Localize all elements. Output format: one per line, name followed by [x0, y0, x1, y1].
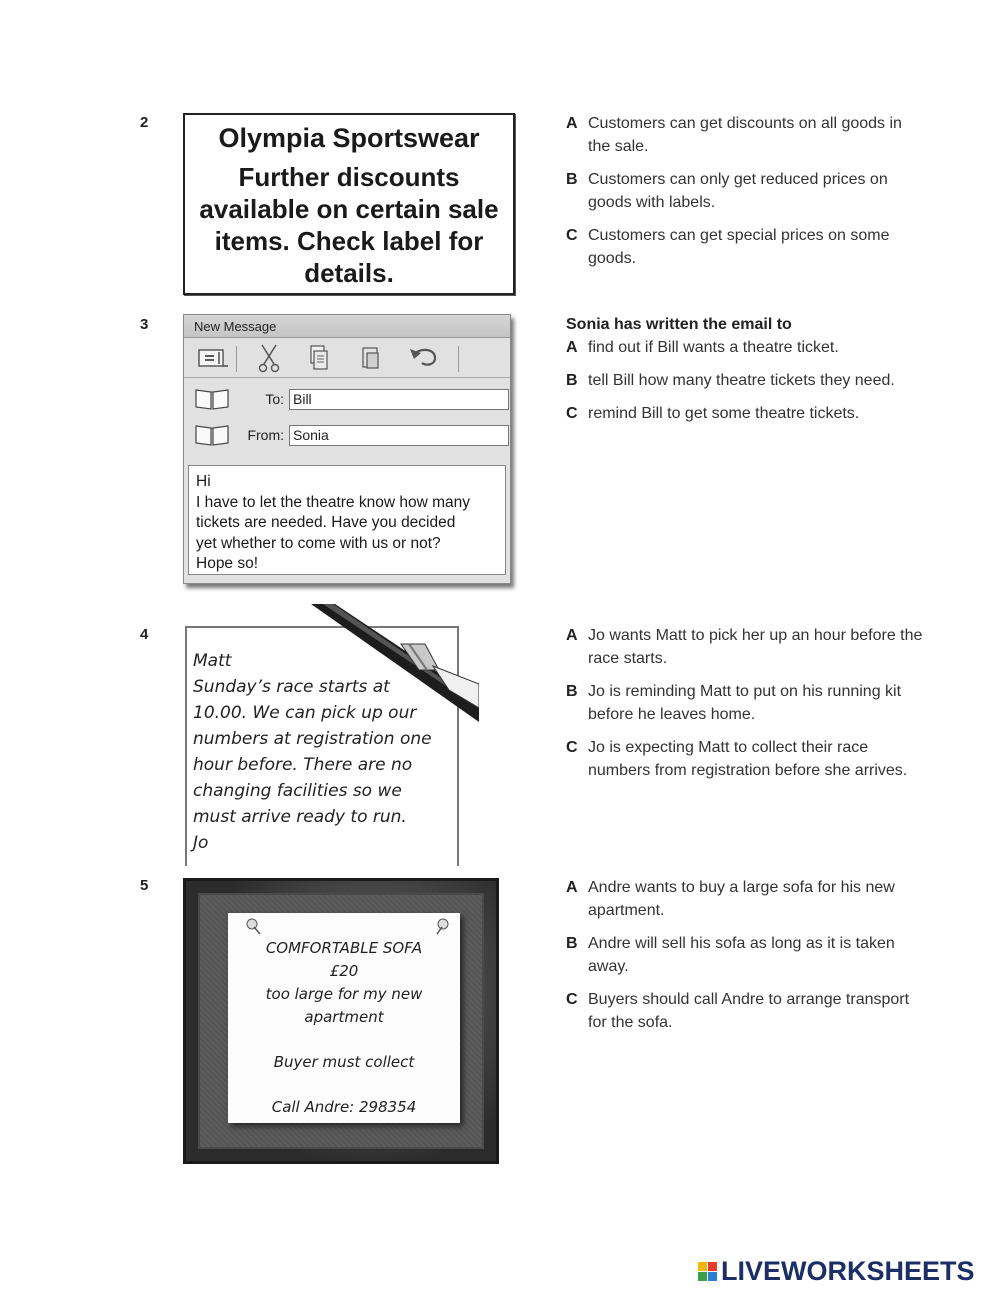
- option-text: Jo wants Matt to pick her up an hour before the race starts.: [588, 627, 923, 667]
- copy-icon[interactable]: [302, 342, 336, 374]
- question-number-2: 2: [140, 114, 149, 131]
- card-line: Call Andre: 298354: [271, 1098, 417, 1116]
- option-text: Andre wants to buy a large sofa for his new apartment.: [588, 879, 895, 919]
- note-text: Matt Sunday’s race starts at 10.00. We can pick up our numbers at registration one hour before. There are no changing facilities so we must arrive ready to run. Jo: [193, 651, 432, 853]
- email-title-bar: New Message: [184, 315, 510, 338]
- sign-body: Further discounts available on certain sale items. Check label for details.: [199, 162, 499, 288]
- send-icon[interactable]: [196, 342, 230, 374]
- logo-block: [698, 1262, 707, 1271]
- option-text: Customers can get discounts on all goods in the sale.: [588, 115, 902, 155]
- q5-option-b[interactable]: [566, 932, 926, 978]
- option-letter: C: [566, 405, 578, 422]
- logo-block: [708, 1262, 717, 1271]
- toolbar-divider: [458, 346, 459, 372]
- option-text: find out if Bill wants a theatre ticket.: [588, 339, 839, 356]
- option-letter: B: [566, 372, 578, 389]
- card-line: apartment: [304, 1008, 384, 1026]
- logo-text: LIVEWORKSHEETS: [721, 1256, 975, 1286]
- option-text: Customers can get special prices on some goods.: [588, 227, 890, 267]
- q5-options: [566, 876, 926, 1044]
- email-body[interactable]: [188, 465, 506, 575]
- email-line: tickets are needed. Have you decided: [196, 514, 456, 531]
- notice-card: [228, 913, 460, 1123]
- q5-option-c[interactable]: [566, 988, 926, 1034]
- toolbar-divider: [236, 346, 237, 372]
- option-letter: C: [566, 991, 578, 1008]
- option-text: Andre will sell his sofa as long as it is taken away.: [588, 935, 895, 975]
- question-number-4: 4: [140, 626, 149, 643]
- option-letter: A: [566, 339, 578, 356]
- option-text: Buyers should call Andre to arrange transport for the sofa.: [588, 991, 910, 1031]
- from-field[interactable]: Sonia: [289, 425, 509, 446]
- card-line: Buyer must collect: [273, 1053, 415, 1071]
- option-text: Jo is reminding Matt to put on his running kit before he leaves home.: [588, 683, 902, 723]
- option-text: remind Bill to get some theatre tickets.: [588, 405, 860, 422]
- q2-option-c[interactable]: [566, 224, 926, 270]
- email-line: Hi: [196, 473, 211, 490]
- notice-board: [183, 878, 499, 1164]
- option-text: Jo is expecting Matt to collect their race numbers from registration before she arrives.: [588, 739, 908, 779]
- cut-icon[interactable]: [252, 342, 286, 374]
- logo-block: [698, 1272, 707, 1281]
- pushpin-icon: [244, 917, 262, 935]
- email-window: [183, 314, 511, 584]
- q3-stem: Sonia has written the email to: [566, 316, 792, 333]
- address-book-icon[interactable]: [194, 423, 230, 447]
- logo-block: [708, 1272, 717, 1281]
- liveworksheets-logo: [698, 1256, 975, 1286]
- option-text: Customers can only get reduced prices on goods with labels.: [588, 171, 888, 211]
- q3-option-a[interactable]: [566, 336, 926, 359]
- option-letter: C: [566, 739, 578, 756]
- q5-option-a[interactable]: [566, 876, 926, 922]
- to-row: [194, 386, 509, 412]
- pen-icon: [183, 604, 479, 866]
- to-label: To:: [265, 391, 284, 407]
- paste-icon[interactable]: [354, 342, 388, 374]
- option-letter: B: [566, 683, 578, 700]
- card-gap: [228, 1074, 460, 1096]
- q3-option-b[interactable]: [566, 369, 926, 392]
- sign-brand: Olympia Sportswear: [218, 123, 480, 153]
- option-letter: A: [566, 879, 578, 896]
- q3-options: [566, 313, 926, 435]
- question-number-5: 5: [140, 877, 149, 894]
- email-toolbar: [184, 338, 510, 378]
- option-letter: B: [566, 935, 578, 952]
- handwritten-note: [183, 604, 479, 866]
- q2-option-a[interactable]: [566, 112, 926, 158]
- to-field[interactable]: Bill: [289, 389, 509, 410]
- from-row: [194, 422, 509, 448]
- sale-sign: [183, 113, 515, 295]
- option-letter: B: [566, 171, 578, 188]
- email-line: Hope so!: [196, 555, 259, 572]
- q4-option-c[interactable]: [566, 736, 926, 782]
- option-text: tell Bill how many theatre tickets they need.: [588, 372, 895, 389]
- option-letter: C: [566, 227, 578, 244]
- q4-option-a[interactable]: [566, 624, 926, 670]
- option-letter: A: [566, 115, 578, 132]
- address-book-icon[interactable]: [194, 387, 230, 411]
- q3-option-c[interactable]: [566, 402, 926, 425]
- email-line: yet whether to come with us or not?: [196, 534, 441, 552]
- card-gap: [228, 1029, 460, 1051]
- card-line: too large for my new: [265, 985, 423, 1003]
- option-letter: A: [566, 627, 578, 644]
- undo-icon[interactable]: [408, 342, 442, 374]
- pushpin-icon: [434, 917, 452, 935]
- q4-options: [566, 624, 926, 792]
- logo-blocks-icon: [698, 1262, 717, 1281]
- q4-option-b[interactable]: [566, 680, 926, 726]
- email-line: I have to let the theatre know how many: [196, 493, 470, 511]
- q2-options: [566, 112, 926, 280]
- card-line: £20: [329, 962, 359, 980]
- card-line: COMFORTABLE SOFA: [265, 939, 423, 957]
- q2-option-b[interactable]: [566, 168, 926, 214]
- from-label: From:: [247, 427, 284, 443]
- question-number-3: 3: [140, 316, 149, 333]
